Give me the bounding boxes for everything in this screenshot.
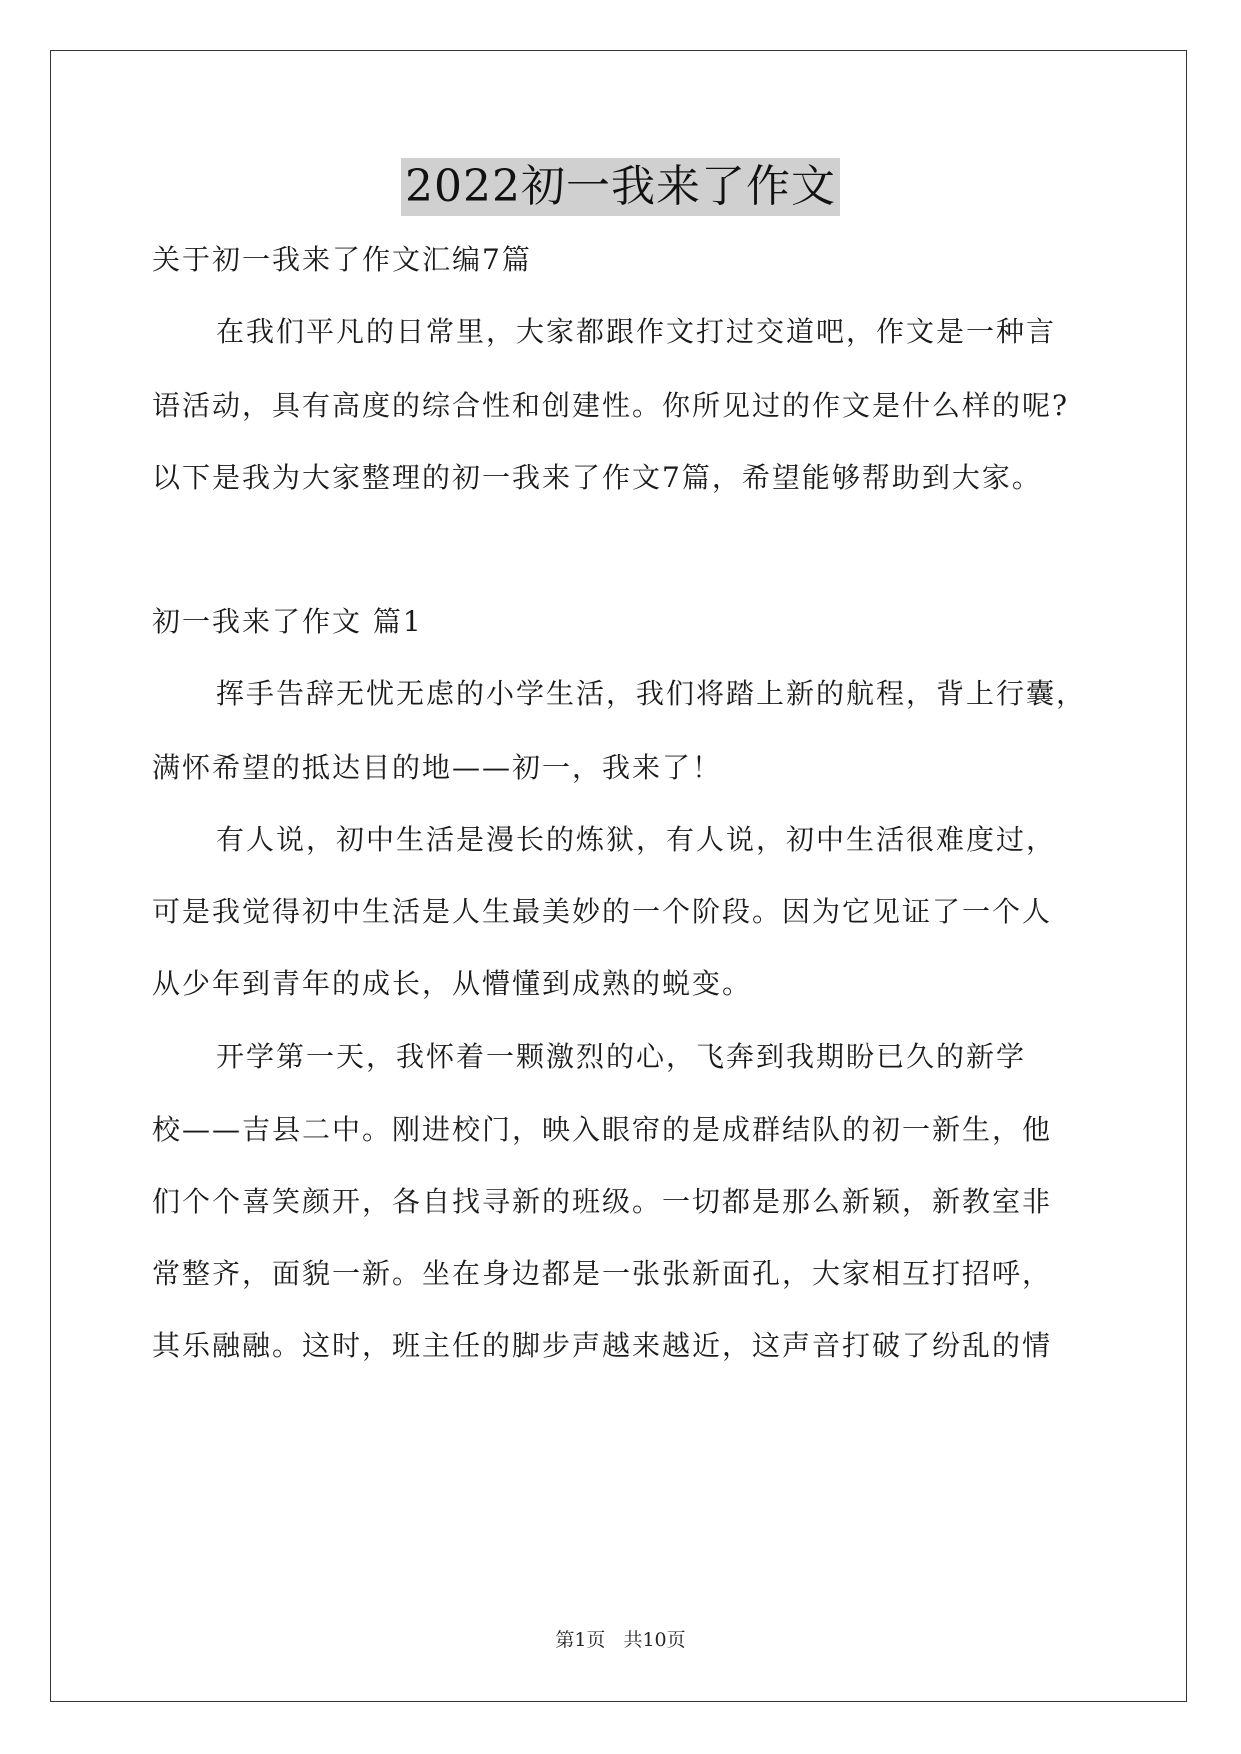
page-footer	[0, 1627, 1241, 1653]
page-number-total: 共10页	[623, 1629, 686, 1651]
title-container	[0, 158, 1241, 216]
page-number-current: 第1页	[555, 1629, 606, 1651]
document-subtitle: 关于初一我来了作文汇编7篇	[152, 243, 532, 276]
paragraph-line: 其乐融融。这时，班主任的脚步声越来越近，这声音打破了纷乱的情	[152, 1329, 1053, 1362]
page-border	[50, 50, 1187, 1702]
intro-line: 以下是我为大家整理的初一我来了作文7篇，希望能够帮助到大家。	[152, 461, 1042, 494]
intro-line: 语活动，具有高度的综合性和创建性。你所见过的作文是什么样的呢?	[152, 389, 1070, 422]
paragraph-line: 有人说，初中生活是漫长的炼狱，有人说，初中生活很难度过，	[216, 823, 1057, 856]
paragraph-line: 常整齐，面貌一新。坐在身边都是一张张新面孔，大家相互打招呼，	[152, 1257, 1053, 1290]
intro-line: 在我们平凡的日常里，大家都跟作文打过交道吧，作文是一种言	[216, 315, 1057, 348]
paragraph-line: 从少年到青年的成长，从懵懂到成熟的蜕变。	[152, 967, 753, 1000]
paragraph-line: 开学第一天，我怀着一颗激烈的心，飞奔到我期盼已久的新学	[216, 1040, 1027, 1073]
paragraph-line: 挥手告辞无忧无虑的小学生活，我们将踏上新的航程，背上行囊，	[216, 677, 1087, 710]
paragraph-line: 满怀希望的抵达目的地——初一，我来了！	[152, 751, 723, 784]
paragraph-line: 可是我觉得初中生活是人生最美妙的一个阶段。因为它见证了一个人	[152, 895, 1053, 928]
paragraph-line: 们个个喜笑颜开，各自找寻新的班级。一切都是那么新颖，新教室非	[152, 1185, 1053, 1218]
paragraph-line: 校——吉县二中。刚进校门，映入眼帘的是成群结队的初一新生，他	[152, 1113, 1053, 1146]
document-title: 2022初一我来了作文	[401, 158, 840, 216]
section-heading: 初一我来了作文 篇1	[152, 605, 423, 638]
